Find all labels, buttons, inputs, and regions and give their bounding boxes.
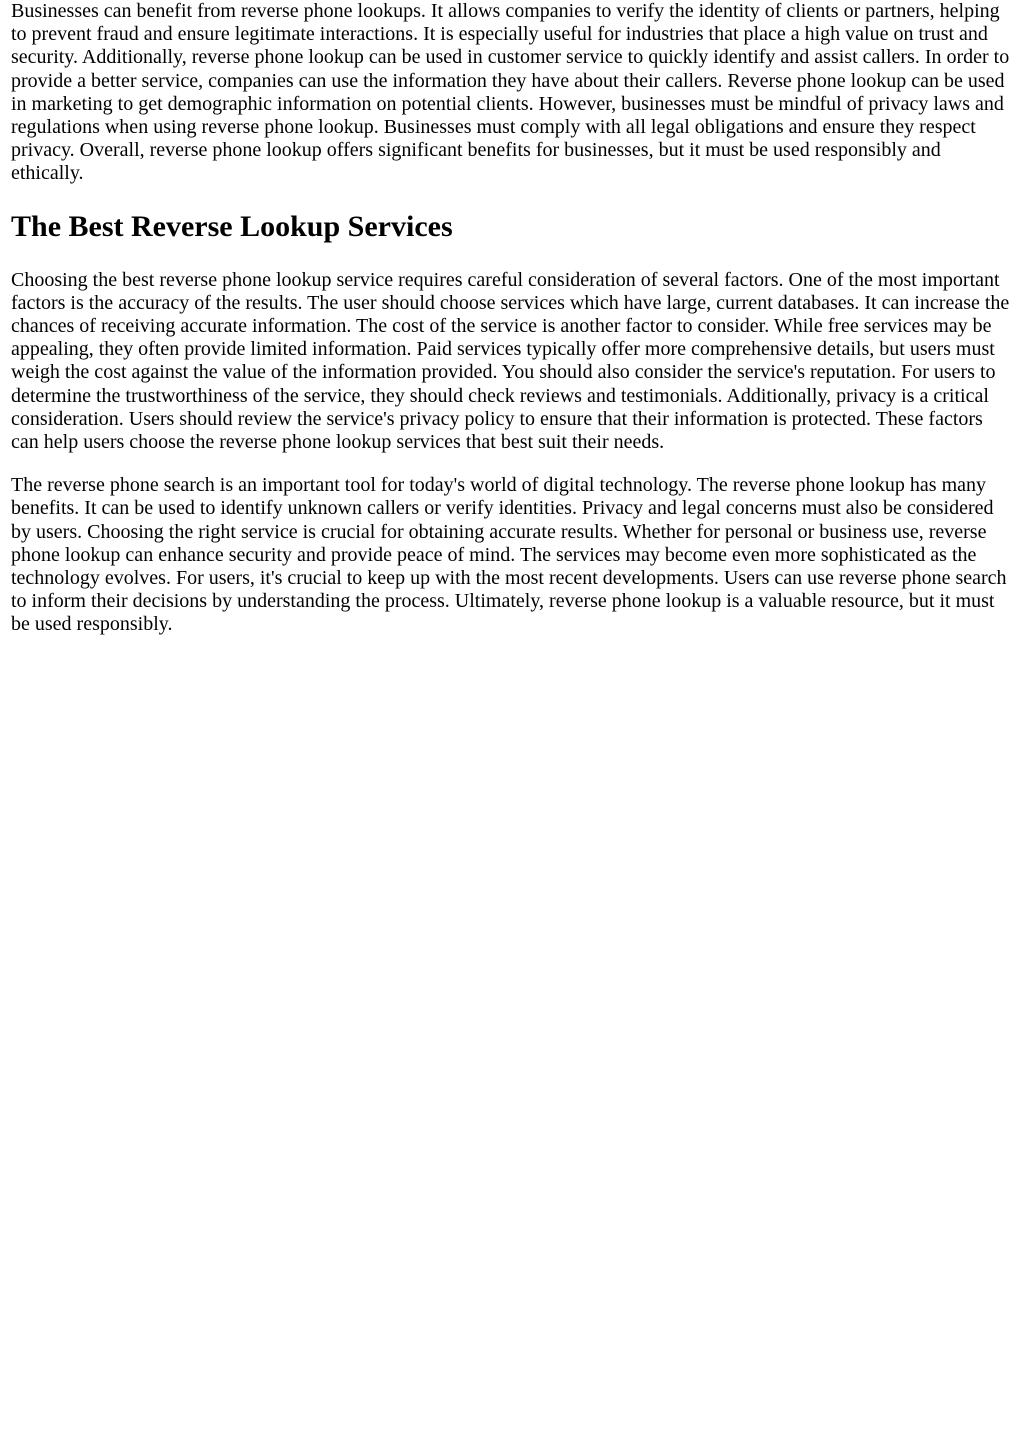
intro-paragraph: Businesses can benefit from reverse phone lookups. It allows companies to verify the identity of clients or partners, helping to prevent fraud and ensure legitimate interactions. It is especially useful for industries that place a high value on trust and security. Additionally, reverse phone lookup can be used in customer service to quickly identify and assist callers. In order to provide a better service, companies can use the information they have about their callers. Reverse phone lookup can be used in marketing to get demographic information on potential clients. However, businesses must be mindful of privacy laws and regulations when using reverse phone lookup. Businesses must comply with all legal obligations and ensure they respect privacy. Overall, reverse phone lookup offers significant benefits for businesses, but it must be used responsibly and ethically.: [11, 0, 1010, 185]
section-paragraph-services: Choosing the best reverse phone lookup service requires careful consideration of several factors. One of the most important factors is the accuracy of the results. The user should choose services which have large, current databases. It can increase the chances of receiving accurate information. The cost of the service is another factor to consider. While free services may be appealing, they often provide limited information. Paid services typically offer more comprehensive details, but users must weigh the cost against the value of the information provided. You should also consider the service's reputation. For users to determine the trustworthiness of the service, they should check reviews and testimonials. Additionally, privacy is a critical consideration. Users should review the service's privacy policy to ensure that their information is protected. These factors can help users choose the reverse phone lookup services that best suit their needs.: [11, 268, 1010, 454]
section-paragraph-conclusion: The reverse phone search is an important tool for today's world of digital technology. The reverse phone lookup has many benefits. It can be used to identify unknown callers or verify identities. Privacy and legal concerns must also be considered by users. Choosing the right service is crucial for obtaining accurate results. Whether for personal or business use, reverse phone lookup can enhance security and provide peace of mind. The services may become even more sophisticated as the technology evolves. For users, it's crucial to keep up with the most recent developments. Users can use reverse phone search to inform their decisions by understanding the process. Ultimately, reverse phone lookup is a valuable resource, but it must be used responsibly.: [11, 474, 1007, 636]
section-heading: The Best Reverse Lookup Services: [11, 209, 453, 243]
document-page: [11, 0, 1013, 637]
